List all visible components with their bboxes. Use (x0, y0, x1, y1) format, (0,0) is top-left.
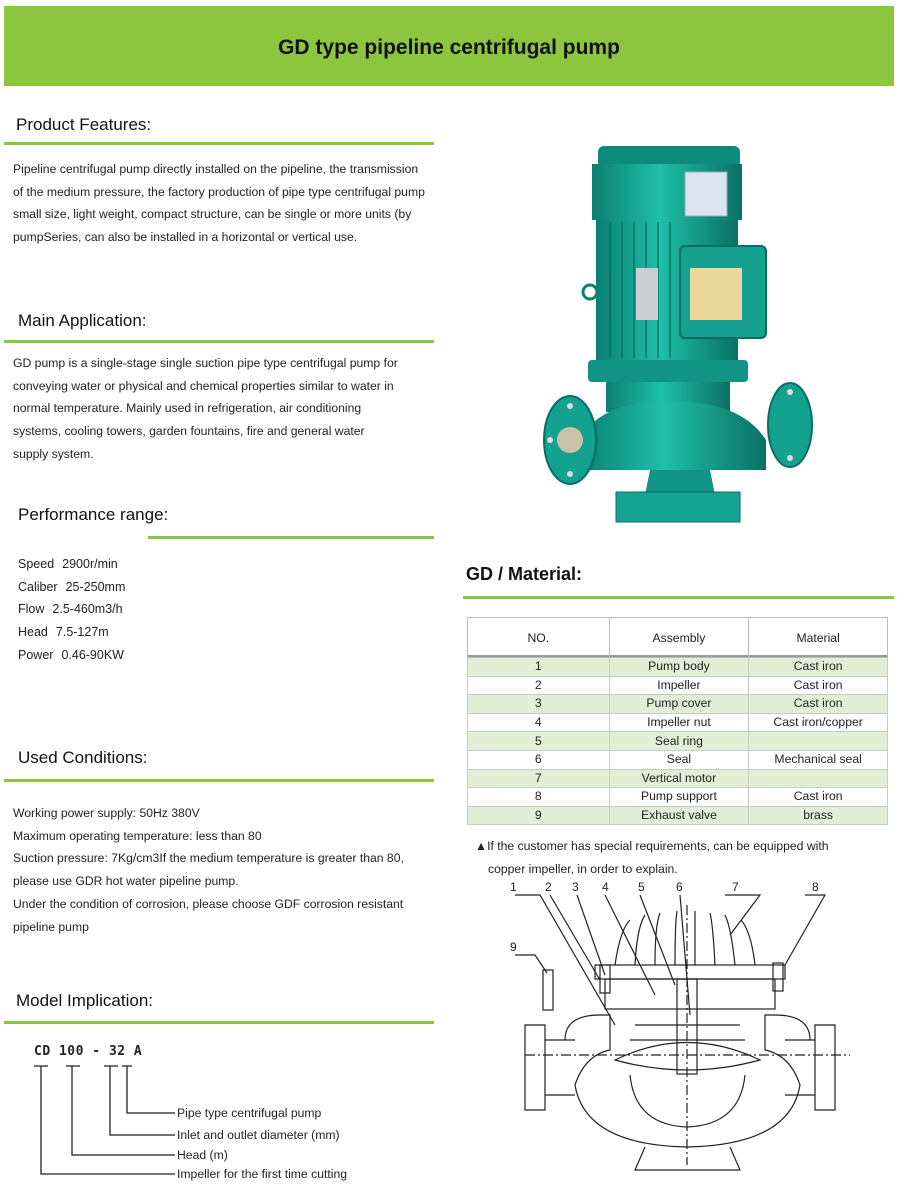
application-line: conveying water or physical and chemical properties similar to water in (13, 378, 394, 393)
cell-material: Cast iron (749, 788, 888, 807)
application-rule (4, 340, 434, 343)
performance-rule (148, 536, 434, 539)
table-row (468, 806, 888, 825)
conditions-line: Suction pressure: 7Kg/cm3If the medium temperature is greater than 80, (13, 851, 404, 866)
conditions-line: Working power supply: 50Hz 380V (13, 806, 200, 820)
performance-heading: Performance range: (18, 505, 169, 524)
callout-6: 6 (676, 880, 683, 894)
table-row (468, 788, 888, 807)
perf-value: 2.5-460m3/h (52, 602, 123, 617)
cell-no: 8 (468, 788, 610, 807)
cell-material: Cast iron (749, 676, 888, 695)
table-row (468, 658, 888, 677)
conditions-line: please use GDR hot water pipeline pump. (13, 874, 239, 889)
table-row (468, 713, 888, 732)
cell-no: 1 (468, 658, 610, 677)
cell-material (749, 732, 888, 751)
callout-9: 9 (510, 940, 517, 954)
cell-assembly: Impeller nut (609, 713, 749, 732)
cell-no: 9 (468, 806, 610, 825)
cell-no: 5 (468, 732, 610, 751)
callout-3: 3 (572, 880, 579, 894)
features-heading: Product Features: (16, 115, 152, 134)
application-text (13, 352, 398, 466)
application-line: systems, cooling towers, garden fountains, fire and general water (13, 424, 365, 439)
cell-material: Cast iron (749, 695, 888, 714)
table-row (468, 769, 888, 788)
perf-value: 25-250mm (65, 579, 126, 594)
conditions-rule (4, 779, 434, 782)
callout-4: 4 (602, 880, 609, 894)
features-line: of the medium pressure, the factory production of pipe type centrifugal pump (13, 184, 425, 199)
application-line: GD pump is a single-stage single suction pipe type centrifugal pump for (13, 356, 398, 370)
perf-value: 0.46-90KW (61, 647, 124, 662)
cell-material: Mechanical seal (749, 750, 888, 769)
cell-material: Cast iron/copper (749, 713, 888, 732)
cell-material: brass (749, 806, 888, 825)
conditions-heading: Used Conditions: (18, 748, 148, 767)
features-text (13, 158, 425, 249)
model-code: CD 100 - 32 A (34, 1044, 143, 1059)
features-rule (4, 142, 434, 145)
cell-no: 6 (468, 750, 610, 769)
cell-assembly: Pump cover (609, 695, 749, 714)
cell-assembly: Seal ring (609, 732, 749, 751)
cell-assembly: Impeller (609, 676, 749, 695)
page-title: GD type pipeline centrifugal pump (278, 36, 620, 59)
perf-label: Flow (18, 602, 45, 617)
callout-8: 8 (812, 880, 819, 894)
cell-assembly: Pump body (609, 658, 749, 677)
material-rule (463, 596, 894, 599)
cell-assembly: Seal (609, 750, 749, 769)
cell-assembly: Vertical motor (609, 769, 749, 788)
performance-row (18, 621, 125, 644)
performance-list (18, 553, 125, 667)
callout-7: 7 (732, 880, 739, 894)
note-line: ▲If the customer has special requirements, can be equipped with (475, 839, 829, 853)
model-bracket-lines (30, 1062, 180, 1187)
features-line: pumpSeries, can also be installed in a horizontal or vertical use. (13, 230, 358, 245)
pump-section-drawing (505, 875, 855, 1175)
callout-5: 5 (638, 880, 645, 894)
cell-assembly: Pump support (609, 788, 749, 807)
features-line: small size, light weight, compact structure, can be single or more units (by (13, 207, 412, 222)
cell-no: 7 (468, 769, 610, 788)
perf-label: Speed (18, 557, 55, 571)
cell-no: 4 (468, 713, 610, 732)
cell-material: Cast iron (749, 658, 888, 677)
table-row (468, 732, 888, 751)
perf-label: Caliber (18, 579, 58, 594)
perf-label: Head (18, 625, 48, 640)
material-table (467, 617, 888, 825)
table-row (468, 750, 888, 769)
material-heading: GD / Material: (466, 564, 583, 584)
perf-value: 2900r/min (62, 557, 118, 571)
performance-row (18, 598, 125, 621)
model-heading: Model Implication: (16, 991, 154, 1010)
model-label-diameter: Inlet and outlet diameter (mm) (177, 1128, 340, 1142)
application-line: supply system. (13, 446, 94, 461)
col-header-assembly: Assembly (609, 618, 749, 658)
perf-label: Power (18, 647, 54, 662)
model-rule (4, 1021, 434, 1024)
callout-1: 1 (510, 880, 517, 894)
note-line: copper impeller, in order to explain. (488, 861, 678, 876)
material-note (475, 835, 885, 880)
cell-no: 2 (468, 676, 610, 695)
conditions-line: Under the condition of corrosion, please choose GDF corrosion resistant (13, 896, 404, 911)
application-line: normal temperature. Mainly used in refrigeration, air conditioning (13, 401, 362, 416)
pump-product-image (540, 140, 820, 540)
model-label-type: Pipe type centrifugal pump (177, 1106, 322, 1120)
conditions-text (13, 802, 404, 938)
title-banner (4, 6, 894, 86)
table-row (468, 676, 888, 695)
features-line: Pipeline centrifugal pump directly installed on the pipeline, the transmission (13, 162, 419, 176)
perf-value: 7.5-127m (55, 625, 109, 640)
model-label-head: Head (m) (177, 1148, 228, 1162)
conditions-line: Maximum operating temperature: less than 80 (13, 828, 262, 843)
conditions-line: pipeline pump (13, 919, 89, 934)
cell-material (749, 769, 888, 788)
cell-no: 3 (468, 695, 610, 714)
performance-row (18, 553, 125, 576)
material-header-row (468, 618, 888, 658)
table-row (468, 695, 888, 714)
performance-row (18, 644, 125, 667)
cell-assembly: Exhaust valve (609, 806, 749, 825)
performance-row (18, 576, 125, 599)
application-heading: Main Application: (18, 311, 147, 330)
callout-2: 2 (545, 880, 552, 894)
col-header-material: Material (749, 618, 888, 658)
col-header-no: NO. (468, 618, 610, 658)
model-label-impeller: Impeller for the first time cutting (177, 1167, 348, 1181)
